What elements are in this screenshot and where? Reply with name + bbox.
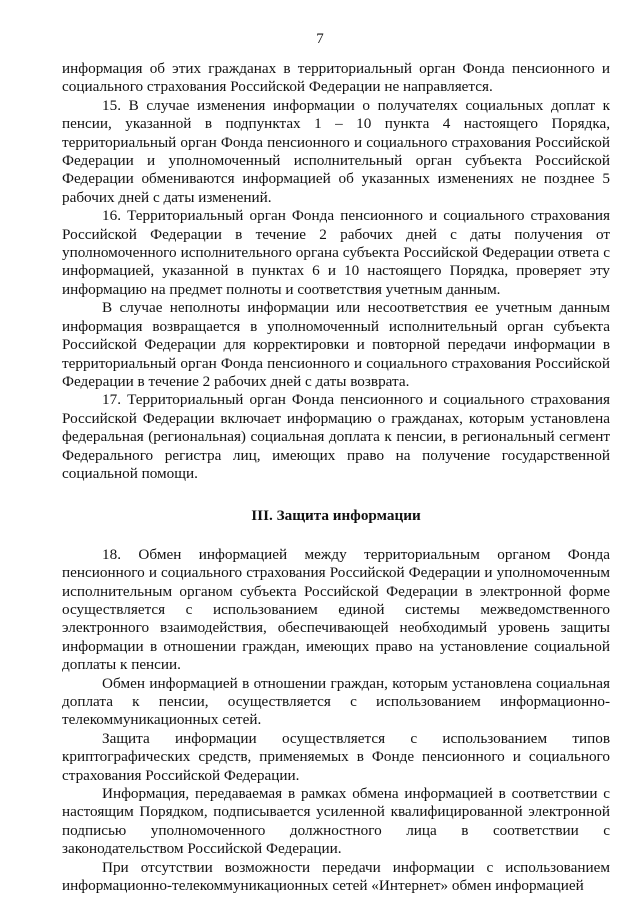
paragraph-item-17: 17. Территориальный орган Фонда пенсионного и социального страхования Российской Федерации включает информацию о гражданах, которым установлена федеральная (региональная) социальная доплата к пенсии, в региональный сегмент Федерального регистра лиц, имеющих право на получение государственной социальной помощи. (62, 391, 610, 482)
paragraph-item-16-return: В случае неполноты информации или несоответствия ее учетным данным информация возвращается в уполномоченный исполнительный орган субъекта Российской Федерации для корректировки и повторной передачи информации в территориальный орган Фонда пенсионного и социального страхования Российской Федерации в течение 2 рабочих дней с даты возврата. (62, 299, 610, 390)
section-heading: III. Защита информации (251, 507, 421, 525)
document-body (62, 60, 610, 895)
paragraph-continuation: информация об этих гражданах в территориальный орган Фонда пенсионного и социального страхования Российской Федерации не направляется. (62, 60, 610, 96)
paragraph-crypto: Защита информации осуществляется с использованием типов криптографических средств, применяемых в Фонде пенсионного и социального страхования Российской Федерации. (62, 729, 610, 784)
paragraph-signature: Информация, передаваемая в рамках обмена информацией в соответствии с настоящим Порядком, подписывается усиленной квалифицированной электронной подписью уполномоченного должностного лица в соответствии с законодательством Российской Федерации. (62, 785, 610, 858)
paragraph-item-16: 16. Территориальный орган Фонда пенсионного и социального страхования Российской Федерации в течение 2 рабочих дней с даты получения от уполномоченного исполнительного органа субъекта Российской Федерации ответа с информацией, указанной в пунктах 6 и 10 настоящего Порядка, проверяет эту информацию на предмет полноты и соответствия учетным данным. (62, 207, 610, 298)
paragraph-no-internet: При отсутствии возможности передачи информации с использованием информационно-телекоммуникационных сетей «Интернет» обмен информацией (62, 858, 610, 895)
paragraph-networks: Обмен информацией в отношении граждан, которым установлена социальная доплата к пенсии, осуществляется с использованием информационно-телекоммуникационных сетей. (62, 674, 610, 729)
paragraph-item-18: 18. Обмен информацией между территориальным органом Фонда пенсионного и социального страхования Российской Федерации и уполномоченным исполнительным органом субъекта Российской Федерации в электронной форме осуществляется с использованием единой системы межведомственного электронного взаимодействия, обеспечивающей необходимый уровень защиты информации в отношении граждан, имеющих право на установление социальной доплаты к пенсии. (62, 545, 610, 674)
page-number: 7 (316, 31, 324, 47)
paragraph-item-15: 15. В случае изменения информации о получателях социальных доплат к пенсии, указанной в подпунктах 1 – 10 пункта 4 настоящего Порядка, территориальный орган Фонда пенсионного и социального страхования Российской Федерации и уполномоченный исполнительный орган субъекта Российской Федерации обмениваются информацией об указанных изменениях не позднее 5 рабочих дней с даты изменений. (62, 96, 610, 206)
